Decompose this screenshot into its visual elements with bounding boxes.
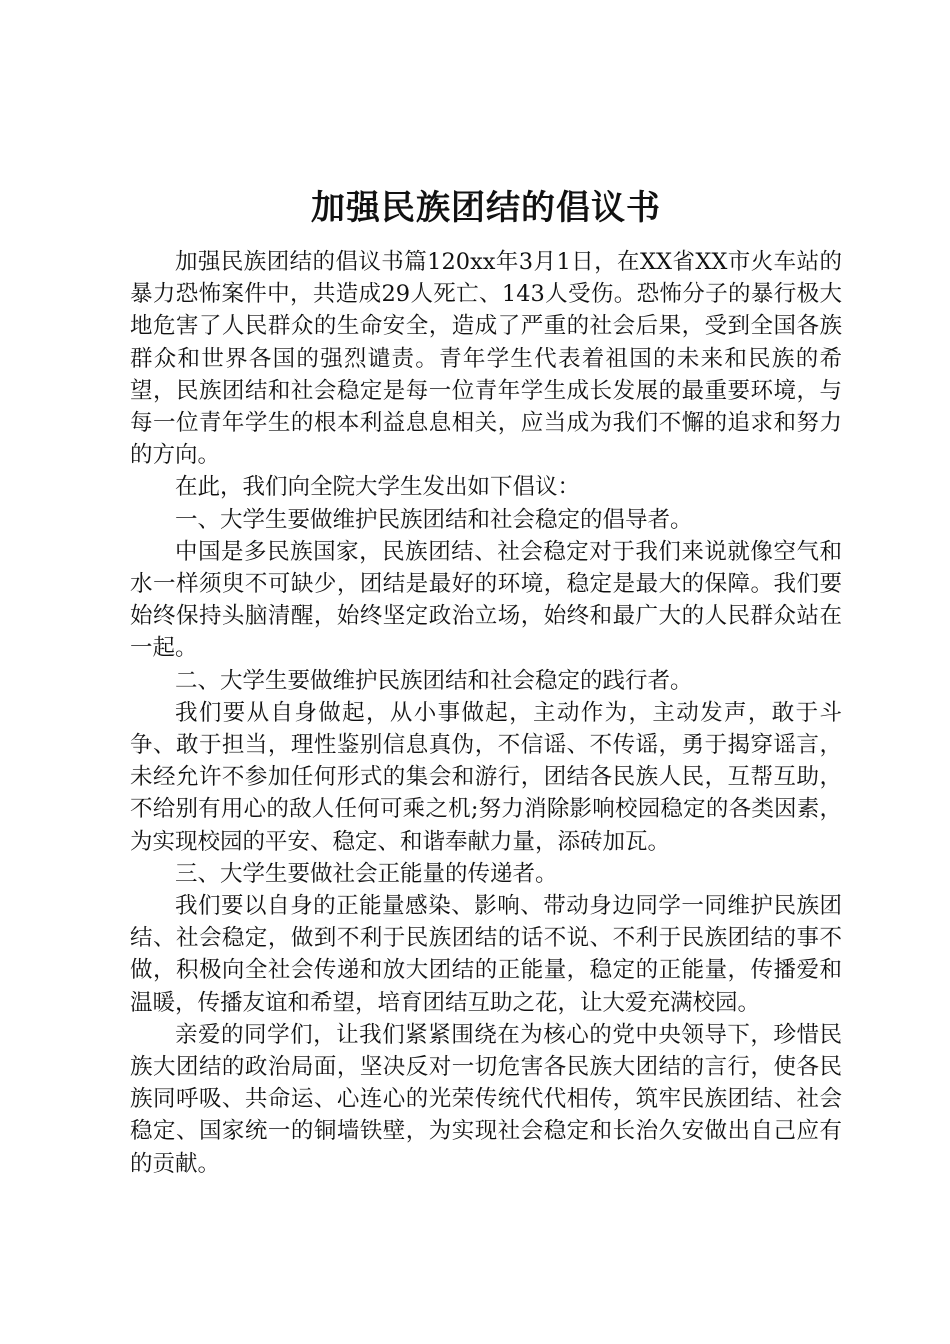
paragraph-section-1: 中国是多民族国家，民族团结、社会稳定对于我们来说就像空气和水一样须臾不可缺少，团结是最好的环境，稳定是最大的保障。我们要始终保持头脑清醒，始终坚定政治立场，始终和最广大的人民群众站在一起。 <box>130 538 842 662</box>
paragraph-section-3: 我们要以自身的正能量感染、影响、带动身边同学一同维护民族团结、社会稳定，做到不利于民族团结的话不说、不利于民族团结的事不做，积极向全社会传递和放大团结的正能量，稳定的正能量，传播爱和温暖，传播友谊和希望，培育团结互助之花，让大爱充满校园。 <box>130 893 842 1016</box>
document-page <box>130 182 842 1180</box>
paragraph-section-2: 我们要从自身做起，从小事做起，主动作为，主动发声，敢于斗争、敢于担当，理性鉴别信息真伪，不信谣、不传谣，勇于揭穿谣言，未经允许不参加任何形式的集会和游行，团结各民族人民，互帮互助，不给别有用心的敌人任何可乘之机;努力消除影响校园稳定的各类因素，为实现校园的平安、稳定、和谐奉献力量，添砖加瓦。 <box>130 699 842 855</box>
section-heading-1: 一、大学生要做维护民族团结和社会稳定的倡导者。 <box>175 506 693 533</box>
paragraph-proposal-lead: 在此，我们向全院大学生发出如下倡议： <box>175 474 581 501</box>
paragraph-closing: 亲爱的同学们，让我们紧紧围绕在为核心的党中央领导下，珍惜民族大团结的政治局面，坚决反对一切危害各民族大团结的言行，使各民族同呼吸、共命运、心连心的光荣传统代代相传，筑牢民族团结、社会稳定、国家统一的铜墙铁壁，为实现社会稳定和长治久安做出自己应有的贡献。 <box>130 1021 842 1177</box>
section-heading-3: 三、大学生要做社会正能量的传递者。 <box>175 860 558 887</box>
section-heading-2: 二、大学生要做维护民族团结和社会稳定的践行者。 <box>175 667 693 694</box>
document-title: 加强民族团结的倡议书 <box>311 188 661 228</box>
paragraph-intro: 加强民族团结的倡议书篇120xx年3月1日，在XX省XX市火车站的暴力恐怖案件中，共造成29人死亡、143人受伤。恐怖分子的暴行极大地危害了人民群众的生命安全，造成了严重的社会后果，受到全国各族群众和世界各国的强烈谴责。青年学生代表着祖国的未来和民族的希望，民族团结和社会稳定是每一位青年学生成长发展的最重要环境，与每一位青年学生的根本利益息息相关，应当成为我们不懈的追求和努力的方向。 <box>130 249 842 469</box>
